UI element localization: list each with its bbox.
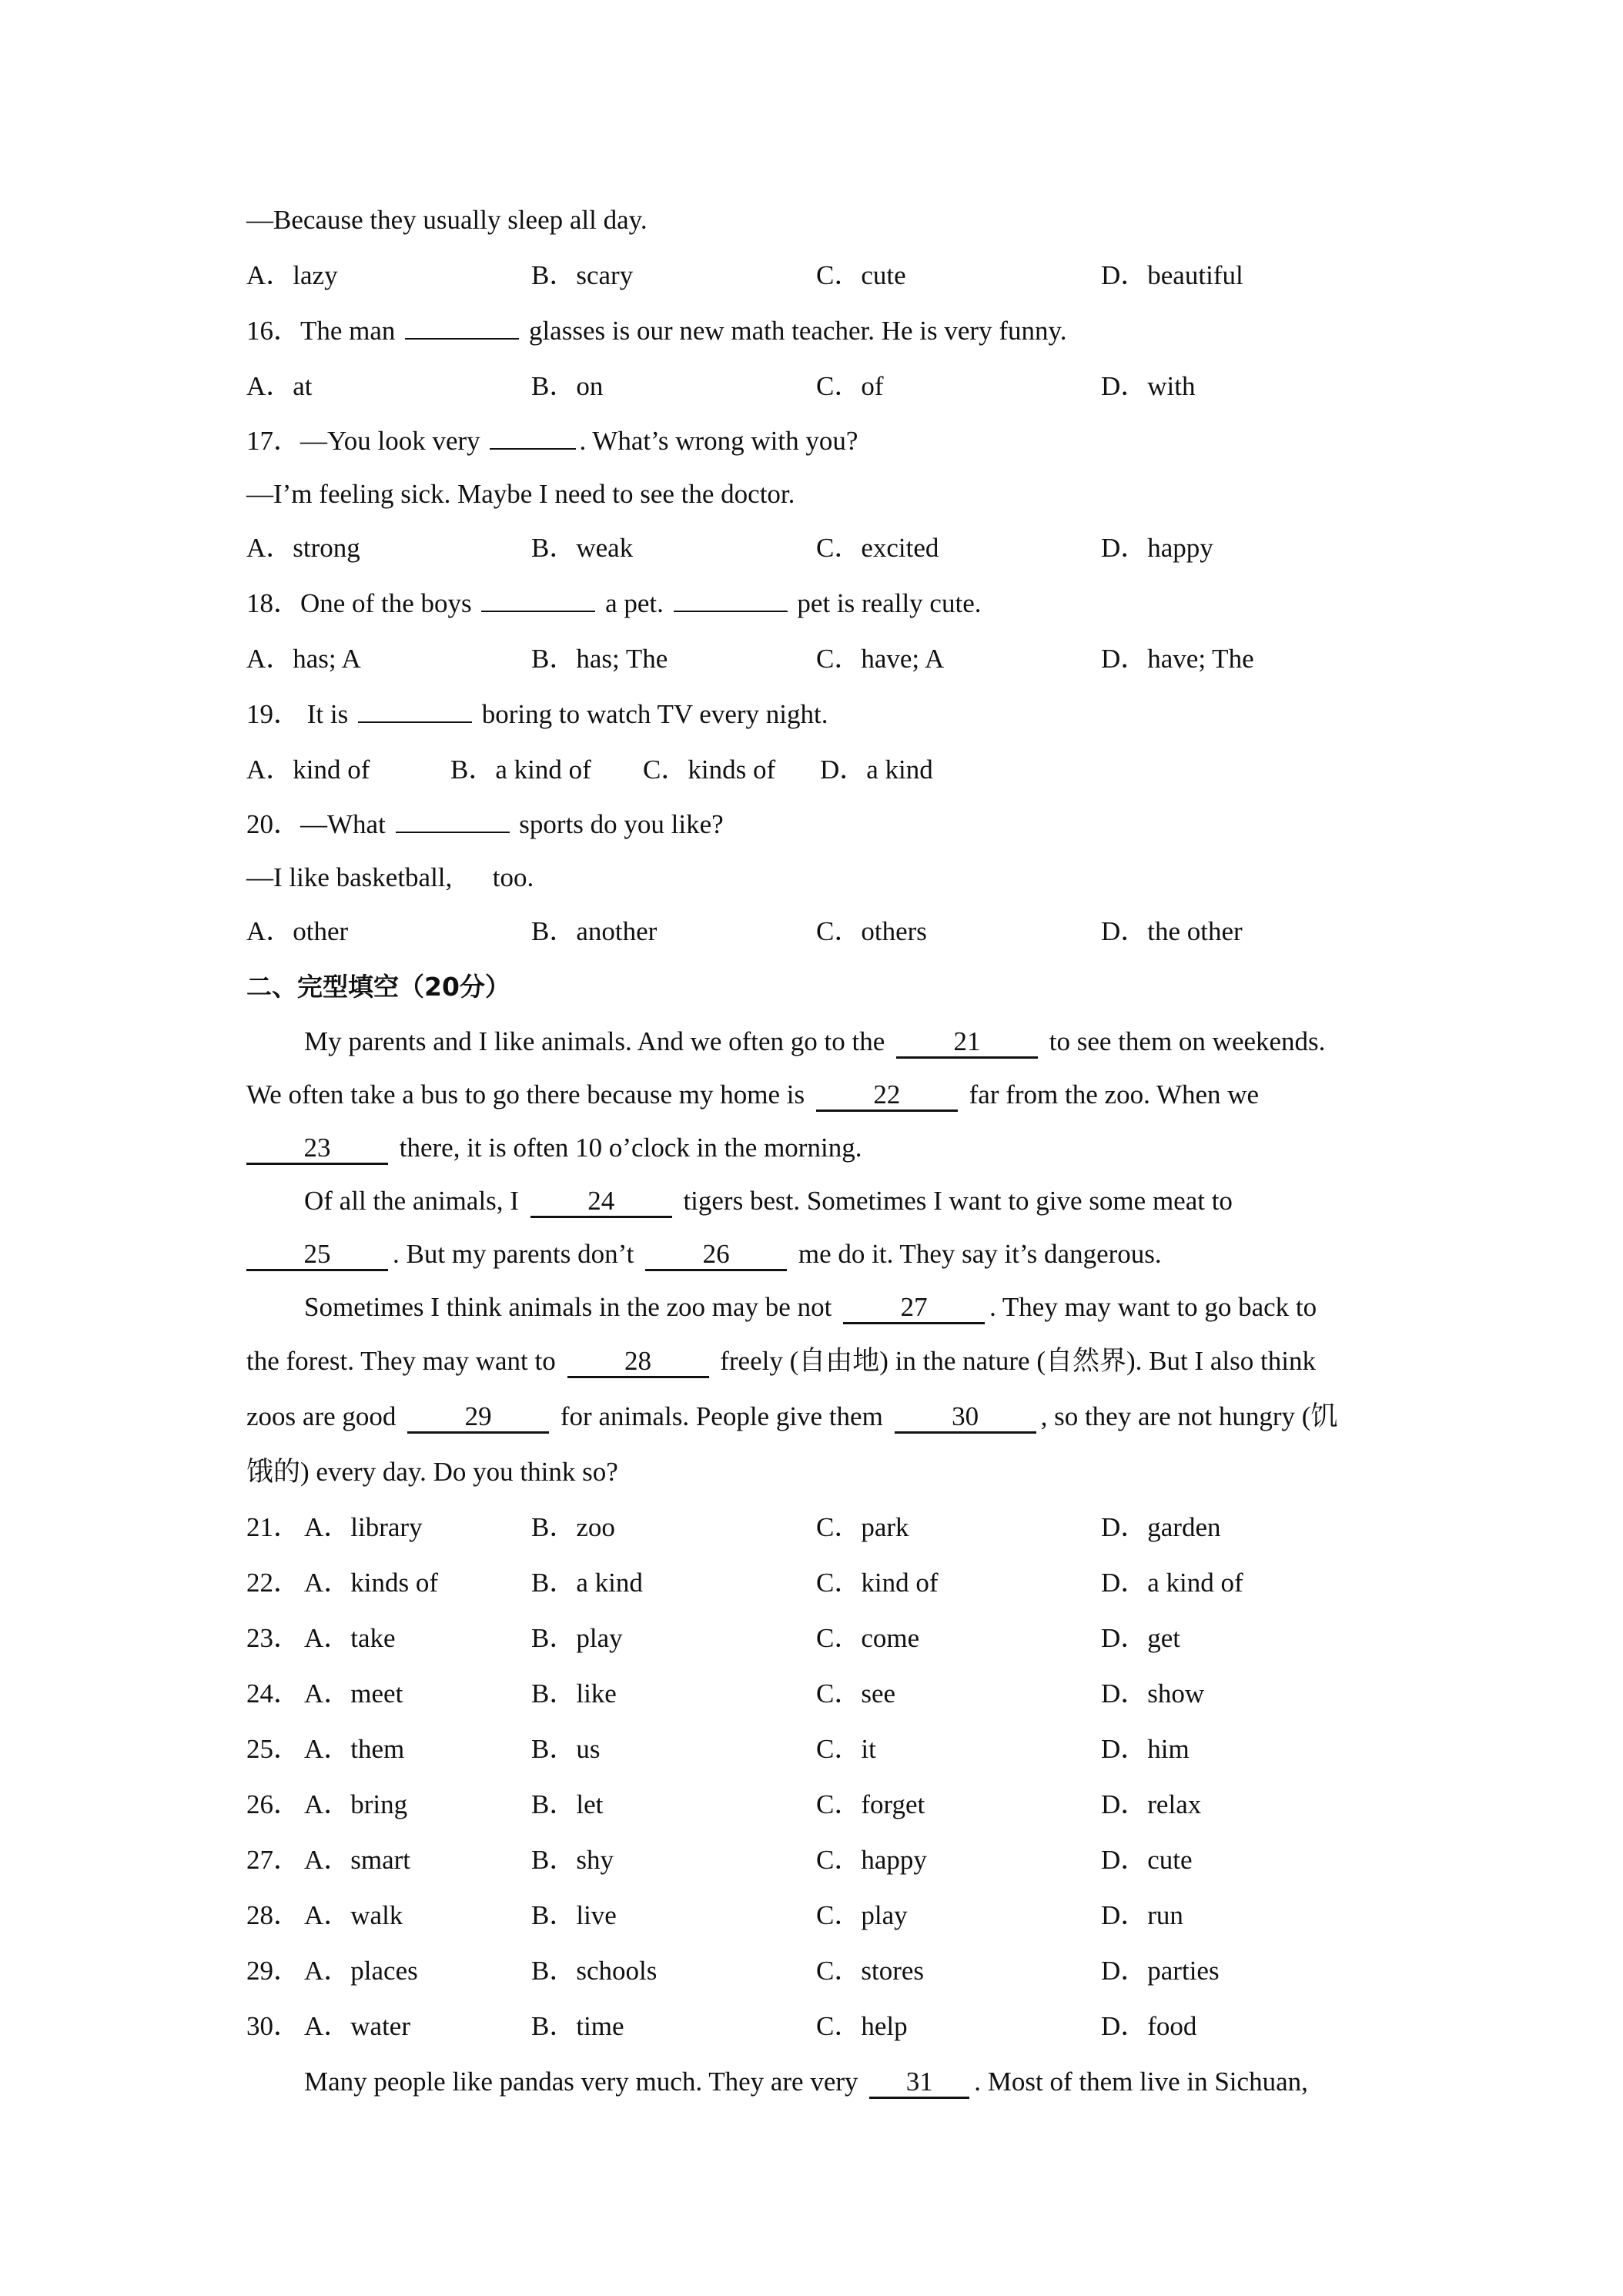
option-d[interactable]: D．a kind <box>820 755 933 785</box>
option-c[interactable]: C．have; A <box>816 644 945 674</box>
passage-line: 23 there, it is often 10 o’clock in the morning. <box>246 1121 1378 1174</box>
cloze-number: 29． <box>246 1956 301 1986</box>
option-a[interactable]: A．kinds of <box>304 1568 439 1598</box>
cloze-blank-25[interactable]: 25 <box>246 1240 388 1271</box>
answer-blank[interactable] <box>481 584 595 612</box>
option-c[interactable]: C．see <box>816 1678 896 1709</box>
q19-stem: 19． It is boring to watch TV every night. <box>246 687 1378 742</box>
option-a[interactable]: A．library <box>304 1512 423 1542</box>
cloze-blank-26[interactable]: 26 <box>645 1240 787 1271</box>
option-d[interactable]: D．with <box>1101 371 1196 401</box>
cloze-row <box>246 1611 1378 1666</box>
cloze-number: 26． <box>246 1789 301 1819</box>
passage-line: 饿的) every day. Do you think so? <box>246 1457 618 1487</box>
q16-options <box>246 359 1378 414</box>
q20-options <box>246 904 1378 959</box>
q17-stem: 17．—You look very . What’s wrong with you? <box>246 414 1378 467</box>
cloze-number: 30． <box>246 2011 301 2041</box>
passage-line: We often take a bus to go there because my home is 22 far from the zoo. When we <box>246 1068 1378 1121</box>
cloze-row <box>246 1722 1378 1777</box>
answer-blank[interactable] <box>405 312 519 340</box>
cloze-row <box>246 1888 1378 1943</box>
q15-answer-line: —Because they usually sleep all day. <box>246 205 648 235</box>
option-c[interactable]: C．park <box>816 1512 909 1542</box>
option-d[interactable]: D．him <box>1101 1734 1190 1764</box>
option-a[interactable]: A．kind of <box>246 755 370 785</box>
option-b[interactable]: B．has; The <box>531 644 668 674</box>
option-c[interactable]: C．kinds of <box>643 755 776 785</box>
option-b[interactable]: B．play <box>531 1623 623 1653</box>
option-b[interactable]: B．another <box>531 916 658 946</box>
q15-options <box>246 248 1378 303</box>
option-b[interactable]: B．us <box>531 1734 601 1764</box>
cloze-blank-31[interactable]: 31 <box>869 2067 969 2099</box>
option-d[interactable]: D．relax <box>1101 1789 1202 1819</box>
option-b[interactable]: B．scary <box>531 260 634 290</box>
option-b[interactable]: B．schools <box>531 1956 658 1986</box>
q17-answer-line: —I’m feeling sick. Maybe I need to see the doctor. <box>246 479 795 509</box>
section-heading: 二、完型填空（20分） <box>246 972 510 1002</box>
option-c[interactable]: C．cute <box>816 260 906 290</box>
option-b[interactable]: B．like <box>531 1678 617 1709</box>
cloze-row <box>246 1555 1378 1611</box>
q19-options <box>246 742 1378 798</box>
q18-stem: 18．One of the boys a pet. pet is really cute. <box>246 576 1378 631</box>
option-a[interactable]: A．other <box>246 916 349 946</box>
option-c[interactable]: C．stores <box>816 1956 925 1986</box>
cloze-number: 21． <box>246 1512 301 1542</box>
cloze-blank-21[interactable]: 21 <box>896 1027 1038 1059</box>
option-b[interactable]: B．let <box>531 1789 604 1819</box>
option-d[interactable]: D．beautiful <box>1101 260 1243 290</box>
q20-answer-line: —I like basketball, too. <box>246 862 534 892</box>
option-a[interactable]: A．walk <box>304 1900 403 1930</box>
cloze-blank-24[interactable]: 24 <box>530 1186 672 1218</box>
answer-blank[interactable] <box>396 805 510 833</box>
option-d[interactable]: D．parties <box>1101 1956 1220 1986</box>
answer-blank[interactable] <box>674 584 788 612</box>
answer-blank[interactable] <box>490 422 576 450</box>
option-b[interactable]: B．on <box>531 371 604 401</box>
option-c[interactable]: C．come <box>816 1623 920 1653</box>
option-b[interactable]: B．shy <box>531 1845 614 1875</box>
passage-line: zoos are good 29 for animals. People give them 30 , so they are not hungry (饥 <box>246 1389 1378 1444</box>
q17-options <box>246 520 1378 576</box>
option-b[interactable]: B．zoo <box>531 1512 615 1542</box>
exam-page <box>246 192 1378 2110</box>
option-a[interactable]: A．take <box>304 1623 396 1653</box>
answer-blank[interactable] <box>358 695 472 723</box>
cloze-row <box>246 1666 1378 1722</box>
option-c[interactable]: C．others <box>816 916 927 946</box>
option-d[interactable]: D．get <box>1101 1623 1181 1653</box>
option-a[interactable]: A．at <box>246 371 313 401</box>
cloze-row <box>246 1832 1378 1888</box>
option-a[interactable]: A．strong <box>246 533 360 563</box>
cloze-blank-27[interactable]: 27 <box>843 1293 985 1324</box>
passage-line: My parents and I like animals. And we often go to the 21 to see them on weekends. <box>246 1015 1378 1068</box>
option-c[interactable]: C．play <box>816 1900 908 1930</box>
option-d[interactable]: D．happy <box>1101 533 1213 563</box>
option-c[interactable]: C．of <box>816 371 884 401</box>
option-d[interactable]: D．food <box>1101 2011 1197 2041</box>
cloze-row <box>246 1500 1378 1555</box>
option-a[interactable]: A．has; A <box>246 644 361 674</box>
option-d[interactable]: D．a kind of <box>1101 1568 1243 1598</box>
option-c[interactable]: C．help <box>816 2011 908 2041</box>
option-d[interactable]: D．have; The <box>1101 644 1254 674</box>
option-b[interactable]: B．weak <box>531 533 634 563</box>
option-a[interactable]: A．smart <box>304 1845 411 1875</box>
option-a[interactable]: A．them <box>304 1734 405 1764</box>
cloze-row <box>246 1777 1378 1832</box>
cloze-number: 25． <box>246 1734 301 1764</box>
option-c[interactable]: C．kind of <box>816 1568 939 1598</box>
passage-line: Many people like pandas very much. They are very 31 . Most of them live in Sichuan, <box>246 2054 1378 2110</box>
option-c[interactable]: C．excited <box>816 533 939 563</box>
option-a[interactable]: A．bring <box>304 1789 408 1819</box>
option-d[interactable]: D．the other <box>1101 916 1243 946</box>
option-b[interactable]: B．a kind <box>531 1568 643 1598</box>
cloze-number: 22． <box>246 1568 301 1598</box>
option-a[interactable]: A．water <box>304 2011 411 2041</box>
option-a[interactable]: A．meet <box>304 1678 403 1709</box>
cloze-row <box>246 1999 1378 2054</box>
option-d[interactable]: D．run <box>1101 1900 1183 1930</box>
passage-line: Of all the animals, I 24 tigers best. Sometimes I want to give some meat to <box>246 1174 1378 1227</box>
option-c[interactable]: C．forget <box>816 1789 925 1819</box>
option-d[interactable]: D．garden <box>1101 1512 1221 1542</box>
option-d[interactable]: D．show <box>1101 1678 1205 1709</box>
passage-line: Sometimes I think animals in the zoo may be not 27 . They may want to go back to <box>246 1280 1378 1334</box>
option-b[interactable]: B．live <box>531 1900 617 1930</box>
cloze-blank-22[interactable]: 22 <box>816 1080 958 1112</box>
cloze-number: 27． <box>246 1845 301 1875</box>
option-a[interactable]: A．places <box>304 1956 418 1986</box>
cloze-row <box>246 1943 1378 1999</box>
q20-stem: 20．—What sports do you like? <box>246 798 1378 851</box>
option-b[interactable]: B．a kind of <box>450 755 591 785</box>
q18-options <box>246 631 1378 687</box>
passage-line: 25 . But my parents don’t 26 me do it. They say it’s dangerous. <box>246 1227 1378 1280</box>
cloze-blank-28[interactable]: 28 <box>567 1347 709 1378</box>
option-c[interactable]: C．it <box>816 1734 876 1764</box>
passage-line: the forest. They may want to 28 freely (自由地) in the nature (自然界). But I also think <box>246 1334 1378 1389</box>
cloze-blank-29[interactable]: 29 <box>407 1402 549 1434</box>
cloze-number: 24． <box>246 1678 301 1709</box>
cloze-number: 23． <box>246 1623 301 1653</box>
option-b[interactable]: B．time <box>531 2011 624 2041</box>
cloze-number: 28． <box>246 1900 301 1930</box>
cloze-blank-23[interactable]: 23 <box>246 1133 388 1165</box>
option-a[interactable]: A．lazy <box>246 260 338 290</box>
q16-stem: 16．The man glasses is our new math teacher. He is very funny. <box>246 303 1378 359</box>
option-c[interactable]: C．happy <box>816 1845 927 1875</box>
cloze-blank-30[interactable]: 30 <box>895 1402 1036 1434</box>
option-d[interactable]: D．cute <box>1101 1845 1193 1875</box>
